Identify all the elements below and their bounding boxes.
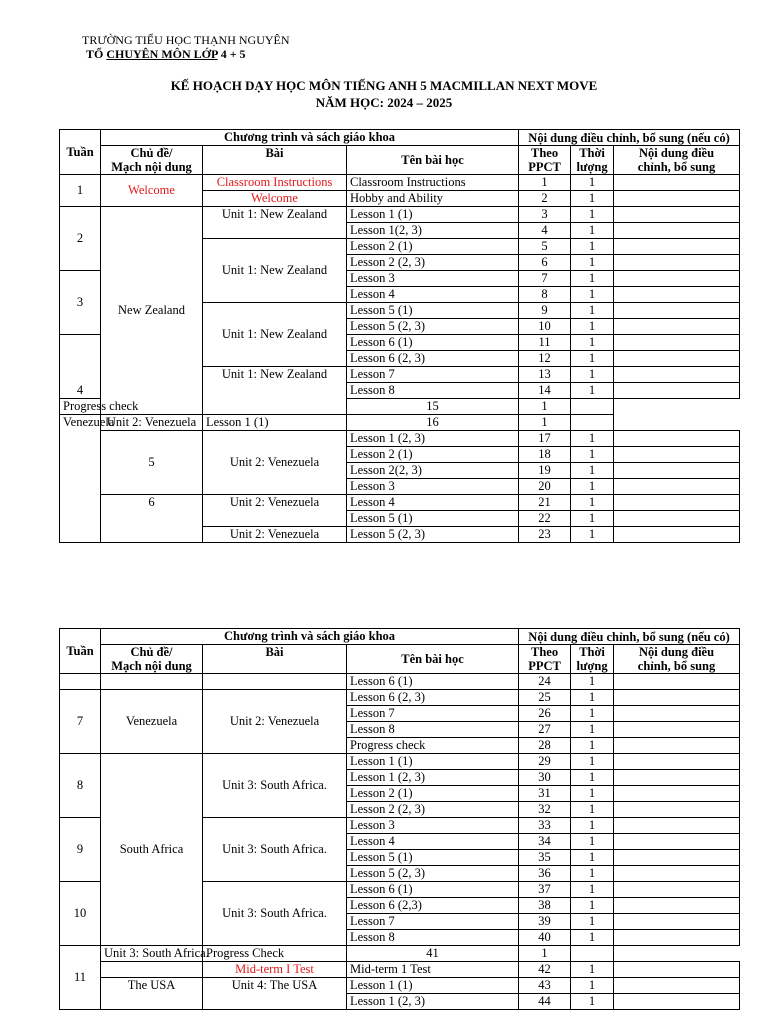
unit-cell: Classroom Instructions xyxy=(203,175,347,191)
adjust-cell xyxy=(614,303,740,319)
duration-cell: 1 xyxy=(571,690,614,706)
adjust-cell xyxy=(571,399,614,415)
ppct-cell: 14 xyxy=(519,383,571,399)
lesson-cell: Lesson 6 (2, 3) xyxy=(347,690,519,706)
document-title: KẾ HOẠCH DẠY HỌC MÔN TIẾNG ANH 5 MACMILLAN NEXT MOVE xyxy=(170,78,598,93)
ppct-cell: 12 xyxy=(519,351,571,367)
week-header: Tuần xyxy=(60,130,101,175)
ppct-cell: 40 xyxy=(519,930,571,946)
week-cell: 1 xyxy=(60,175,101,207)
lesson-cell: Lesson 8 xyxy=(347,383,519,399)
adjust-cell xyxy=(614,495,740,511)
duration-cell: 1 xyxy=(571,786,614,802)
lesson-cell: Lesson 3 xyxy=(347,271,519,287)
topic-cell: Venezuela xyxy=(60,415,101,543)
duration-cell: 1 xyxy=(571,818,614,834)
week-cell: 11 xyxy=(60,946,101,1010)
program-header: Chương trình và sách giáo khoa xyxy=(101,130,519,146)
unit-header: Bài xyxy=(203,146,347,175)
ppct-cell: 28 xyxy=(519,738,571,754)
week-cell: 5 xyxy=(101,431,203,495)
topic-cell: South Africa xyxy=(101,754,203,946)
lesson-cell: Lesson 7 xyxy=(347,367,519,383)
duration-cell: 1 xyxy=(571,255,614,271)
ppct-cell: 3 xyxy=(519,207,571,223)
ppct-cell: 44 xyxy=(519,994,571,1010)
duration-cell: 1 xyxy=(571,495,614,511)
duration-cell: 1 xyxy=(571,463,614,479)
unit-cell: Unit 1: New Zealand xyxy=(203,367,347,415)
unit-cell: Unit 3: South Africa. xyxy=(101,946,203,962)
lesson-cell: Lesson 1 (2, 3) xyxy=(347,770,519,786)
ppct-cell: 37 xyxy=(519,882,571,898)
lesson-cell: Lesson 5 (2, 3) xyxy=(347,319,519,335)
unit-cell: Unit 2: Venezuela xyxy=(101,415,203,431)
ppct-cell: 9 xyxy=(519,303,571,319)
lesson-cell: Lesson 1 (1) xyxy=(347,754,519,770)
adjust-cell xyxy=(614,962,740,978)
ppct-cell: 20 xyxy=(519,479,571,495)
adjust-cell xyxy=(614,770,740,786)
table-row xyxy=(60,415,740,431)
unit-cell: Unit 4: The USA xyxy=(203,978,347,1010)
ppct-cell: 32 xyxy=(519,802,571,818)
duration-cell: 1 xyxy=(519,399,571,415)
duration-cell: 1 xyxy=(571,722,614,738)
adjust-cell xyxy=(614,175,740,191)
adjust-cell xyxy=(614,511,740,527)
duration-cell: 1 xyxy=(571,223,614,239)
table-row xyxy=(60,674,740,690)
lesson-cell: Lesson 6 (1) xyxy=(347,882,519,898)
lesson-cell: Lesson 7 xyxy=(347,914,519,930)
lesson-cell: Lesson 8 xyxy=(347,722,519,738)
adjust-cell xyxy=(614,882,740,898)
ppct-cell: 23 xyxy=(519,527,571,543)
adjust-cell xyxy=(614,239,740,255)
topic-cell: The USA xyxy=(101,978,203,1010)
week-cell: 10 xyxy=(60,882,101,946)
lesson-cell: Lesson 4 xyxy=(347,287,519,303)
ppct-cell: 41 xyxy=(347,946,519,962)
lesson-cell: Mid-term 1 Test xyxy=(347,962,519,978)
lesson-plan-table-1 xyxy=(59,129,740,543)
lesson-cell: Lesson 4 xyxy=(347,495,519,511)
ppct-cell: 42 xyxy=(519,962,571,978)
lesson-plan-table-2 xyxy=(59,628,740,1010)
ppct-header: Theo PPCT xyxy=(519,645,571,674)
lesson-cell: Lesson 1(2, 3) xyxy=(347,223,519,239)
lesson-cell: Lesson 2 (1) xyxy=(347,786,519,802)
adjust-cell xyxy=(614,431,740,447)
duration-cell: 1 xyxy=(571,335,614,351)
topic-cell: New Zealand xyxy=(101,207,203,415)
lesson-cell: Lesson 1 (1) xyxy=(347,207,519,223)
duration-cell: 1 xyxy=(571,447,614,463)
adjust-cell xyxy=(614,255,740,271)
lesson-cell: Lesson 5 (2, 3) xyxy=(347,866,519,882)
adjust-cell xyxy=(614,850,740,866)
lesson-cell: Lesson 7 xyxy=(347,706,519,722)
duration-cell: 1 xyxy=(571,866,614,882)
adjust-cell xyxy=(614,319,740,335)
adjust-cell xyxy=(614,898,740,914)
lesson-cell: Lesson 6 (1) xyxy=(347,335,519,351)
ppct-cell: 19 xyxy=(519,463,571,479)
adjust-cell xyxy=(614,527,740,543)
ppct-cell: 8 xyxy=(519,287,571,303)
topic-cell: Welcome xyxy=(101,175,203,207)
department-name: TỔ CHUYÊN MÔN LỚP 4 + 5 xyxy=(86,47,246,61)
unit-header: Bài xyxy=(203,645,347,674)
lesson-cell: Classroom Instructions xyxy=(347,175,519,191)
table-row xyxy=(60,754,740,770)
adjust-cell xyxy=(614,786,740,802)
duration-cell: 1 xyxy=(571,706,614,722)
adjust-cell xyxy=(614,722,740,738)
lesson-cell: Lesson 4 xyxy=(347,834,519,850)
lesson-cell: Progress check xyxy=(347,738,519,754)
lesson-cell: Lesson 5 (1) xyxy=(347,303,519,319)
duration-cell: 1 xyxy=(571,191,614,207)
lesson-cell: Lesson 3 xyxy=(347,818,519,834)
lesson-cell: Lesson 5 (2, 3) xyxy=(347,527,519,543)
adjust-cell xyxy=(614,271,740,287)
ppct-cell: 17 xyxy=(519,431,571,447)
duration-cell: 1 xyxy=(571,527,614,543)
duration-cell: 1 xyxy=(571,319,614,335)
adjust-cell xyxy=(614,674,740,690)
adjust-cell xyxy=(614,978,740,994)
table-row xyxy=(60,207,740,223)
ppct-cell: 16 xyxy=(347,415,519,431)
lesson-cell: Lesson 2 (2, 3) xyxy=(347,802,519,818)
adjust-cell xyxy=(614,834,740,850)
unit-cell: Unit 1: New Zealand xyxy=(203,303,347,367)
ppct-cell: 15 xyxy=(347,399,519,415)
ppct-header: Theo PPCT xyxy=(519,146,571,175)
duration-header: Thời lượng xyxy=(571,645,614,674)
ppct-cell: 26 xyxy=(519,706,571,722)
ppct-cell: 11 xyxy=(519,335,571,351)
week-cell: 7 xyxy=(60,690,101,754)
duration-cell: 1 xyxy=(571,511,614,527)
duration-cell: 1 xyxy=(571,834,614,850)
unit-cell: Unit 2: Venezuela xyxy=(203,431,347,495)
lesson-cell: Progress check xyxy=(60,399,101,415)
table-row xyxy=(60,962,740,978)
duration-cell: 1 xyxy=(571,207,614,223)
unit-cell: Unit 3: South Africa. xyxy=(203,882,347,946)
duration-cell: 1 xyxy=(571,978,614,994)
duration-cell: 1 xyxy=(571,367,614,383)
adjust-cell xyxy=(614,335,740,351)
adjustment-header: Nội dung điều chỉnh, bổ sung (nếu có) xyxy=(519,130,740,146)
lesson-cell: Lesson 1 (2, 3) xyxy=(347,431,519,447)
adjust-cell xyxy=(614,914,740,930)
duration-cell: 1 xyxy=(571,754,614,770)
adjust-cell xyxy=(614,690,740,706)
duration-cell: 1 xyxy=(571,962,614,978)
lesson-cell: Lesson 1 (2, 3) xyxy=(347,994,519,1010)
adjust-cell xyxy=(614,754,740,770)
adjust-cell xyxy=(614,191,740,207)
week-cell: 4 xyxy=(60,335,101,399)
duration-cell: 1 xyxy=(571,738,614,754)
week-cell: 3 xyxy=(60,271,101,335)
ppct-cell: 33 xyxy=(519,818,571,834)
adjust-cell xyxy=(614,463,740,479)
ppct-cell: 43 xyxy=(519,978,571,994)
duration-cell: 1 xyxy=(571,994,614,1010)
ppct-cell: 21 xyxy=(519,495,571,511)
duration-cell: 1 xyxy=(571,674,614,690)
adjust-cell xyxy=(614,479,740,495)
topic-cell: Venezuela xyxy=(101,690,203,754)
lesson-cell: Lesson 1 (1) xyxy=(203,415,347,431)
unit-cell xyxy=(203,674,347,690)
adjust-cell xyxy=(614,223,740,239)
duration-header: Thời lượng xyxy=(571,146,614,175)
unit-cell: Unit 2: Venezuela xyxy=(203,527,347,543)
week-header: Tuần xyxy=(60,629,101,674)
adjust-cell xyxy=(614,207,740,223)
topic-cell xyxy=(101,962,203,978)
week-cell xyxy=(60,674,101,690)
content-adjust-header: Nội dung điều chỉnh, bổ sung xyxy=(614,146,740,175)
week-cell: 8 xyxy=(60,754,101,818)
unit-cell: Unit 3: South Africa. xyxy=(203,754,347,818)
duration-cell: 1 xyxy=(571,287,614,303)
adjust-cell xyxy=(614,802,740,818)
lesson-name-header: Tên bài học xyxy=(347,645,519,674)
topic-header: Chủ đề/ Mạch nội dung xyxy=(101,645,203,674)
unit-cell: Unit 2: Venezuela xyxy=(203,495,347,527)
adjust-cell xyxy=(614,994,740,1010)
table-row xyxy=(60,495,740,511)
ppct-cell: 27 xyxy=(519,722,571,738)
content-adjust-header: Nội dung điều chỉnh, bổ sung xyxy=(614,645,740,674)
topic-cell xyxy=(101,674,203,690)
duration-cell: 1 xyxy=(571,431,614,447)
lesson-cell: Lesson 2 (1) xyxy=(347,239,519,255)
lesson-cell: Lesson 6 (2, 3) xyxy=(347,351,519,367)
table-row xyxy=(60,946,740,962)
program-header: Chương trình và sách giáo khoa xyxy=(101,629,519,645)
lesson-cell: Lesson 6 (2,3) xyxy=(347,898,519,914)
duration-cell: 1 xyxy=(571,239,614,255)
duration-cell: 1 xyxy=(571,770,614,786)
table-row xyxy=(60,978,740,994)
duration-cell: 1 xyxy=(571,351,614,367)
table-row xyxy=(60,690,740,706)
unit-cell: Unit 2: Venezuela xyxy=(203,690,347,754)
ppct-cell: 35 xyxy=(519,850,571,866)
lesson-cell: Lesson 2(2, 3) xyxy=(347,463,519,479)
lesson-cell: Hobby and Ability xyxy=(347,191,519,207)
ppct-cell: 29 xyxy=(519,754,571,770)
lesson-cell: Progress Check xyxy=(203,946,347,962)
duration-cell: 1 xyxy=(571,479,614,495)
adjust-cell xyxy=(614,367,740,383)
lesson-cell: Lesson 5 (1) xyxy=(347,511,519,527)
lesson-cell: Lesson 2 (2, 3) xyxy=(347,255,519,271)
unit-cell: Unit 1: New Zealand xyxy=(203,239,347,303)
ppct-cell: 5 xyxy=(519,239,571,255)
school-year: NĂM HỌC: 2024 – 2025 xyxy=(315,95,453,110)
adjust-cell xyxy=(614,866,740,882)
ppct-cell: 18 xyxy=(519,447,571,463)
lesson-cell: Lesson 6 (1) xyxy=(347,674,519,690)
week-cell: 6 xyxy=(101,495,203,543)
ppct-cell: 4 xyxy=(519,223,571,239)
table-row xyxy=(60,175,740,191)
ppct-cell: 7 xyxy=(519,271,571,287)
ppct-cell: 2 xyxy=(519,191,571,207)
ppct-cell: 6 xyxy=(519,255,571,271)
adjust-cell xyxy=(571,946,614,962)
duration-cell: 1 xyxy=(571,882,614,898)
duration-cell: 1 xyxy=(571,271,614,287)
ppct-cell: 1 xyxy=(519,175,571,191)
duration-cell: 1 xyxy=(571,898,614,914)
adjust-cell xyxy=(614,930,740,946)
lesson-cell: Lesson 8 xyxy=(347,930,519,946)
lesson-cell: Lesson 3 xyxy=(347,479,519,495)
duration-cell: 1 xyxy=(571,930,614,946)
adjust-cell xyxy=(614,738,740,754)
duration-cell: 1 xyxy=(571,802,614,818)
ppct-cell: 38 xyxy=(519,898,571,914)
duration-cell: 1 xyxy=(519,946,571,962)
ppct-cell: 13 xyxy=(519,367,571,383)
duration-cell: 1 xyxy=(519,415,571,431)
unit-cell: Mid-term I Test xyxy=(203,962,347,978)
week-cell: 2 xyxy=(60,207,101,271)
ppct-cell: 39 xyxy=(519,914,571,930)
ppct-cell: 36 xyxy=(519,866,571,882)
duration-cell: 1 xyxy=(571,850,614,866)
adjust-cell xyxy=(614,706,740,722)
unit-cell: Welcome xyxy=(203,191,347,207)
lesson-name-header: Tên bài học xyxy=(347,146,519,175)
ppct-cell: 30 xyxy=(519,770,571,786)
school-name: TRƯỜNG TIỂU HỌC THẠNH NGUYÊN xyxy=(82,33,290,47)
unit-cell: Unit 1: New Zealand xyxy=(203,207,347,239)
adjust-cell xyxy=(614,351,740,367)
adjustment-header: Nội dung điều chỉnh, bổ sung (nếu có) xyxy=(519,629,740,645)
unit-cell: Unit 3: South Africa. xyxy=(203,818,347,882)
adjust-cell xyxy=(571,415,614,431)
ppct-cell: 34 xyxy=(519,834,571,850)
table-row xyxy=(60,431,740,447)
ppct-cell: 22 xyxy=(519,511,571,527)
adjust-cell xyxy=(614,383,740,399)
ppct-cell: 31 xyxy=(519,786,571,802)
week-cell: 9 xyxy=(60,818,101,882)
adjust-cell xyxy=(614,287,740,303)
ppct-cell: 10 xyxy=(519,319,571,335)
lesson-cell: Lesson 1 (1) xyxy=(347,978,519,994)
duration-cell: 1 xyxy=(571,175,614,191)
topic-header: Chủ đề/ Mạch nội dung xyxy=(101,146,203,175)
duration-cell: 1 xyxy=(571,914,614,930)
duration-cell: 1 xyxy=(571,303,614,319)
adjust-cell xyxy=(614,818,740,834)
duration-cell: 1 xyxy=(571,383,614,399)
lesson-cell: Lesson 2 (1) xyxy=(347,447,519,463)
ppct-cell: 24 xyxy=(519,674,571,690)
lesson-cell: Lesson 5 (1) xyxy=(347,850,519,866)
adjust-cell xyxy=(614,447,740,463)
ppct-cell: 25 xyxy=(519,690,571,706)
